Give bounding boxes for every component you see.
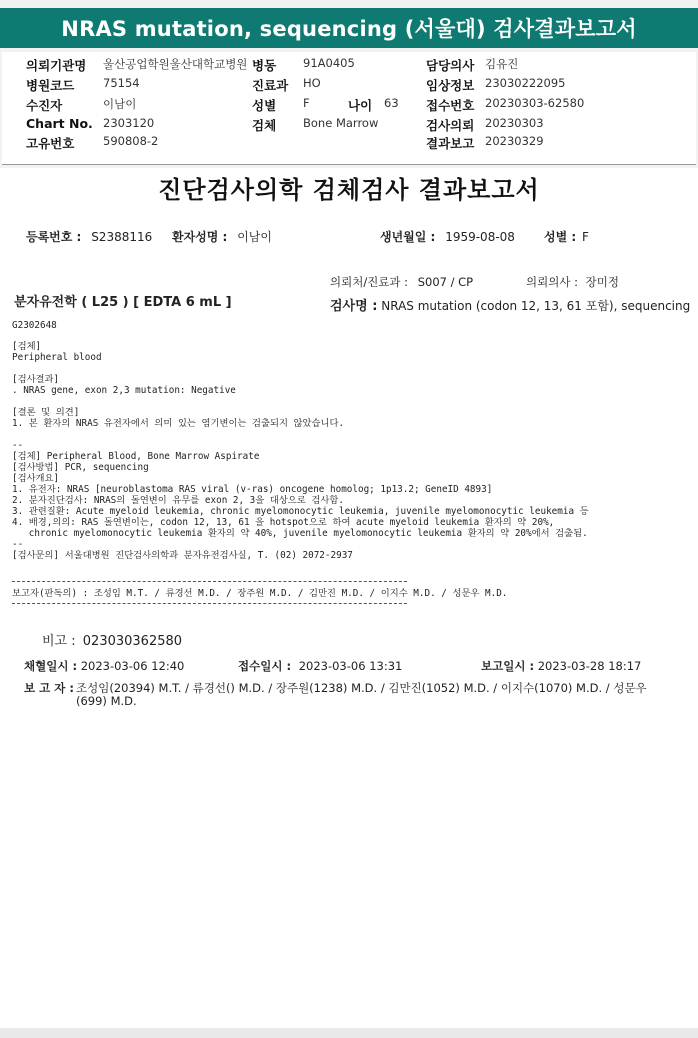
reporter-label: 보 고 자 : — [24, 681, 74, 695]
accession-label: 접수번호 — [426, 98, 475, 113]
report-sex-label: 성별 : — [544, 230, 577, 244]
result-date-value: 20230329 — [485, 134, 544, 148]
result-text-line: [검사개요] — [12, 473, 60, 484]
hospital-code-label: 병원코드 — [26, 78, 75, 93]
department-label: 진료과 — [252, 78, 289, 93]
report-title-bar — [0, 8, 698, 48]
report-title: NRAS mutation, sequencing (서울대) 검사결과보고서 — [61, 17, 637, 41]
report-sex-value: F — [582, 230, 589, 244]
collection-time-value: 2023-03-06 12:40 — [80, 659, 185, 673]
reporters-line: 보고자(판독의) : 조성임 M.T. / 류경선 M.D. / 장주원 M.D. / 김만진 M.D. / 이지수 M.D. / 성문우 M.D. — [12, 588, 508, 599]
birth-date-label: 생년월일 : — [380, 230, 436, 244]
result-text-line: 2. 분자진단검사: NRAS의 돌연변이 유무를 exon 2, 3을 대상으로 검사함. — [12, 495, 344, 506]
result-text-line: [검체] — [12, 341, 42, 352]
registration-field — [26, 228, 152, 245]
clinical-info-value: 23030222095 — [485, 76, 566, 90]
result-text-line: [검사방법] PCR, sequencing — [12, 462, 149, 473]
test-name-field — [330, 295, 690, 314]
result-text-line — [12, 363, 589, 374]
page-bottom-margin — [0, 1028, 698, 1038]
patient-name-value: 이남이 — [237, 230, 272, 244]
attending-value: 김유진 — [485, 57, 519, 71]
result-text-line: [검사문의] 서울대병원 진단검사의학과 분자유전검사실, T. (02) 2072-2937 — [12, 550, 353, 561]
hospital-name-value: 울산공업학원울산대학교병원 — [103, 57, 248, 71]
requesting-doctor-label: 의뢰의사 : — [526, 275, 578, 289]
collection-time-label: 채혈일시 : — [24, 659, 78, 673]
result-text-line: -- — [12, 539, 24, 550]
requesting-doctor-value: 장미정 — [585, 275, 619, 289]
report-sex-field — [544, 228, 589, 245]
unique-id-label: 고유번호 — [26, 136, 75, 151]
requesting-dept-label: 의뢰처/진료과 : — [330, 275, 409, 289]
registration-label: 등록번호 : — [26, 230, 82, 244]
patient-label: 수진자 — [26, 98, 63, 113]
receipt-time-label: 접수일시 : — [238, 659, 292, 673]
requesting-dept-value: S007 / CP — [417, 275, 474, 289]
report-time-value: 2023-03-28 18:17 — [537, 659, 642, 673]
result-text-line: . NRAS gene, exon 2,3 mutation: Negative — [12, 385, 236, 396]
result-text-line: [검체] Peripheral Blood, Bone Marrow Aspirate — [12, 451, 260, 462]
collection-time-field — [24, 658, 184, 674]
report-time-field — [481, 658, 641, 674]
request-date-value: 20230303 — [485, 116, 544, 130]
lab-report-title: 진단검사의학 검체검사 결과보고서 — [158, 176, 540, 204]
age-label: 나이 — [348, 98, 373, 113]
clinical-info-label: 임상정보 — [426, 78, 475, 93]
result-text-line: [결론 및 의견] — [12, 407, 80, 418]
department-value: HO — [303, 76, 321, 90]
sex-value: F — [303, 96, 310, 110]
ward-label: 병동 — [252, 58, 277, 73]
attending-label: 담당의사 — [426, 58, 475, 73]
header-row-4 — [2, 116, 696, 136]
sex-label: 성별 — [252, 98, 277, 113]
note-value: 023030362580 — [82, 634, 183, 649]
requesting-doctor-field — [526, 274, 619, 290]
header-row-5 — [2, 134, 696, 154]
receipt-time-field — [238, 658, 402, 674]
specimen-value: Bone Marrow — [303, 116, 379, 130]
result-text-line: 4. 배경,의의: RAS 돌연변이는, codon 12, 13, 61 을 hotspot으로 하여 acute myeloid leukemia 환자의 약 20%, — [12, 517, 555, 528]
reporter-field — [24, 682, 684, 708]
unique-id-value: 590808-2 — [103, 134, 159, 148]
note-label: 비고 : — [42, 634, 76, 649]
ward-value: 91A0405 — [303, 56, 355, 70]
divider-bottom — [12, 603, 407, 604]
report-time-label: 보고일시 : — [481, 659, 535, 673]
birth-date-field — [380, 228, 515, 245]
result-date-label: 결과보고 — [426, 136, 475, 151]
note-field — [42, 630, 182, 649]
result-text-line — [12, 396, 589, 407]
test-name-value: NRAS mutation (codon 12, 13, 61 포함), sequencing — [381, 299, 691, 313]
result-text-line: Peripheral blood — [12, 352, 102, 363]
test-name-label: 검사명 : — [330, 299, 378, 314]
lab-report-sheet — [0, 168, 698, 1028]
result-text-line: chronic myelomonocytic leukemia 환자의 약 40%, juvenile myelomonocytic leukemia 환자의 약 20%에서 검출됨. — [12, 528, 588, 539]
result-text-line: -- — [12, 440, 24, 451]
patient-value: 이남이 — [103, 97, 137, 111]
result-body-text — [12, 341, 589, 561]
result-text-line: [검사결과] — [12, 374, 60, 385]
hospital-name-label: 의뢰기관명 — [26, 58, 87, 73]
accession-value: 20230303-62580 — [485, 96, 585, 110]
registration-value: S2388116 — [91, 230, 153, 244]
reporter-value: 조성임(20394) M.T. / 류경선() M.D. / 장주원(1238) M.D. / 김만진(1052) M.D. / 이지수(1070) M.D. / 성문우 (699) M.D. — [76, 681, 647, 708]
result-text-line: 1. 유전자: NRAS [neuroblastoma RAS viral (v-ras) oncogene homolog; 1p13.2; GeneID 4893] — [12, 484, 493, 495]
section-heading: 분자유전학 ( L25 ) [ EDTA 6 mL ] — [14, 295, 232, 310]
hospital-code-value: 75154 — [103, 76, 140, 90]
request-date-label: 검사의뢰 — [426, 118, 475, 133]
result-text-line: 3. 관련질환: Acute myeloid leukemia, chronic myelomonocytic leukemia, juvenile myelomonocytic leukemia 등 — [12, 506, 589, 517]
specimen-code: G2302648 — [12, 320, 57, 331]
receipt-time-value: 2023-03-06 13:31 — [298, 659, 403, 673]
result-text-line — [12, 429, 589, 440]
header-row-2 — [2, 76, 696, 96]
age-value: 63 — [384, 96, 399, 110]
patient-name-field — [172, 228, 272, 245]
specimen-label: 검체 — [252, 118, 277, 133]
chart-no-value: 2303120 — [103, 116, 155, 130]
chart-no-label: Chart No. — [26, 116, 93, 131]
result-text-line: 1. 본 환자의 NRAS 유전자에서 의미 있는 염기변이는 검출되지 않았습니다. — [12, 418, 345, 429]
header-row-3 — [2, 96, 696, 116]
divider-top — [12, 581, 407, 582]
order-info-header — [2, 52, 696, 165]
header-row-1 — [2, 56, 696, 76]
birth-date-value: 1959-08-08 — [445, 230, 515, 244]
requesting-dept-field — [330, 274, 473, 290]
patient-name-label: 환자성명 : — [172, 230, 228, 244]
